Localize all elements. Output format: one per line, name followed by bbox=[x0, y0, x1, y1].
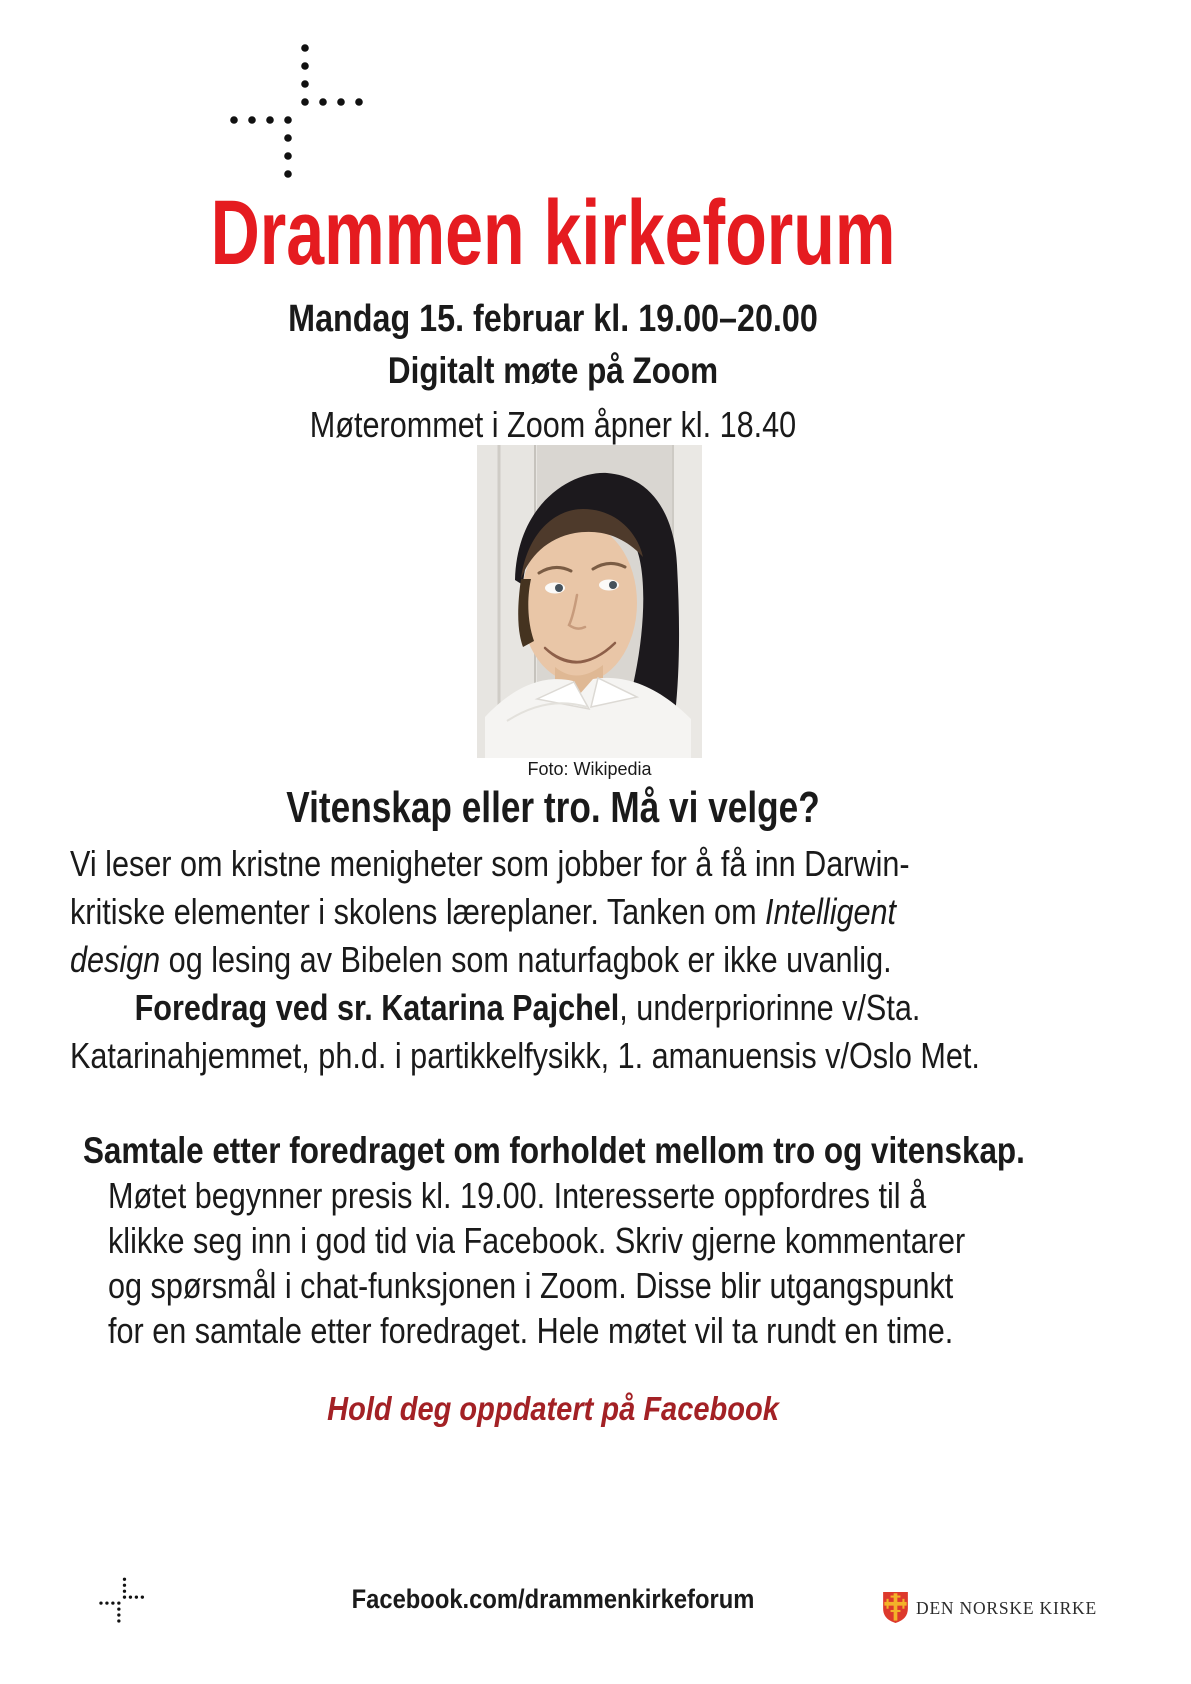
speaker-line: Foredrag ved sr. Katarina Pajchel, underpriorinne v/Sta. bbox=[134, 987, 921, 1028]
details-line: klikke seg inn i god tid via Facebook. Skriv gjerne kommentarer bbox=[108, 1220, 966, 1261]
details-line: for en samtale etter foredraget. Hele møtet vil ta rundt en time. bbox=[108, 1310, 954, 1351]
church-name: DEN NORSKE KIRKE bbox=[916, 1598, 1097, 1618]
dotted-cross-logo bbox=[225, 38, 370, 180]
intro-line-1: Vi leser om kristne menigheter som jobber for å få inn Darwin- bbox=[70, 843, 910, 884]
discussion-line: Samtale etter foredraget om forholdet mellom tro og vitenskap. bbox=[82, 1130, 1025, 1171]
details-line: og spørsmål i chat-funksjonen i Zoom. Disse blir utgangspunkt bbox=[108, 1265, 954, 1306]
italic-term: Intelligent bbox=[765, 891, 897, 932]
facebook-note: Hold deg oppdatert på Facebook bbox=[327, 1390, 779, 1427]
speaker-name: Foredrag ved sr. Katarina Pajchel bbox=[134, 987, 620, 1028]
speaker-credentials: Katarinahjemmet, ph.d. i partikkelfysikk, 1. amanuensis v/Oslo Met. bbox=[70, 1035, 980, 1076]
intro-line-3: design og lesing av Bibelen som naturfagbok er ikke uvanlig. bbox=[70, 939, 892, 980]
page-title: Drammen kirkeforum bbox=[210, 182, 896, 284]
talk-title: Vitenskap eller tro. Må vi velge? bbox=[286, 783, 820, 832]
facebook-link[interactable]: Facebook.com/drammenkirkeforum bbox=[351, 1584, 755, 1614]
intro-line-2: kritiske elementer i skolens læreplaner. Tanken om Intelligent bbox=[70, 891, 897, 932]
event-room-info: Møterommet i Zoom åpner kl. 18.40 bbox=[309, 404, 797, 445]
den-norske-kirke-shield-icon bbox=[882, 1591, 909, 1624]
event-date: Mandag 15. februar kl. 19.00–20.00 bbox=[288, 298, 818, 340]
italic-term: design bbox=[70, 939, 161, 980]
details-line: Møtet begynner presis kl. 19.00. Interesserte oppfordres til å bbox=[108, 1175, 927, 1216]
event-format: Digitalt møte på Zoom bbox=[387, 350, 719, 391]
den-norske-kirke-logo bbox=[882, 1591, 1182, 1631]
photo-caption: Foto: Wikipedia bbox=[527, 759, 652, 779]
speaker-portrait-photo bbox=[477, 445, 702, 758]
